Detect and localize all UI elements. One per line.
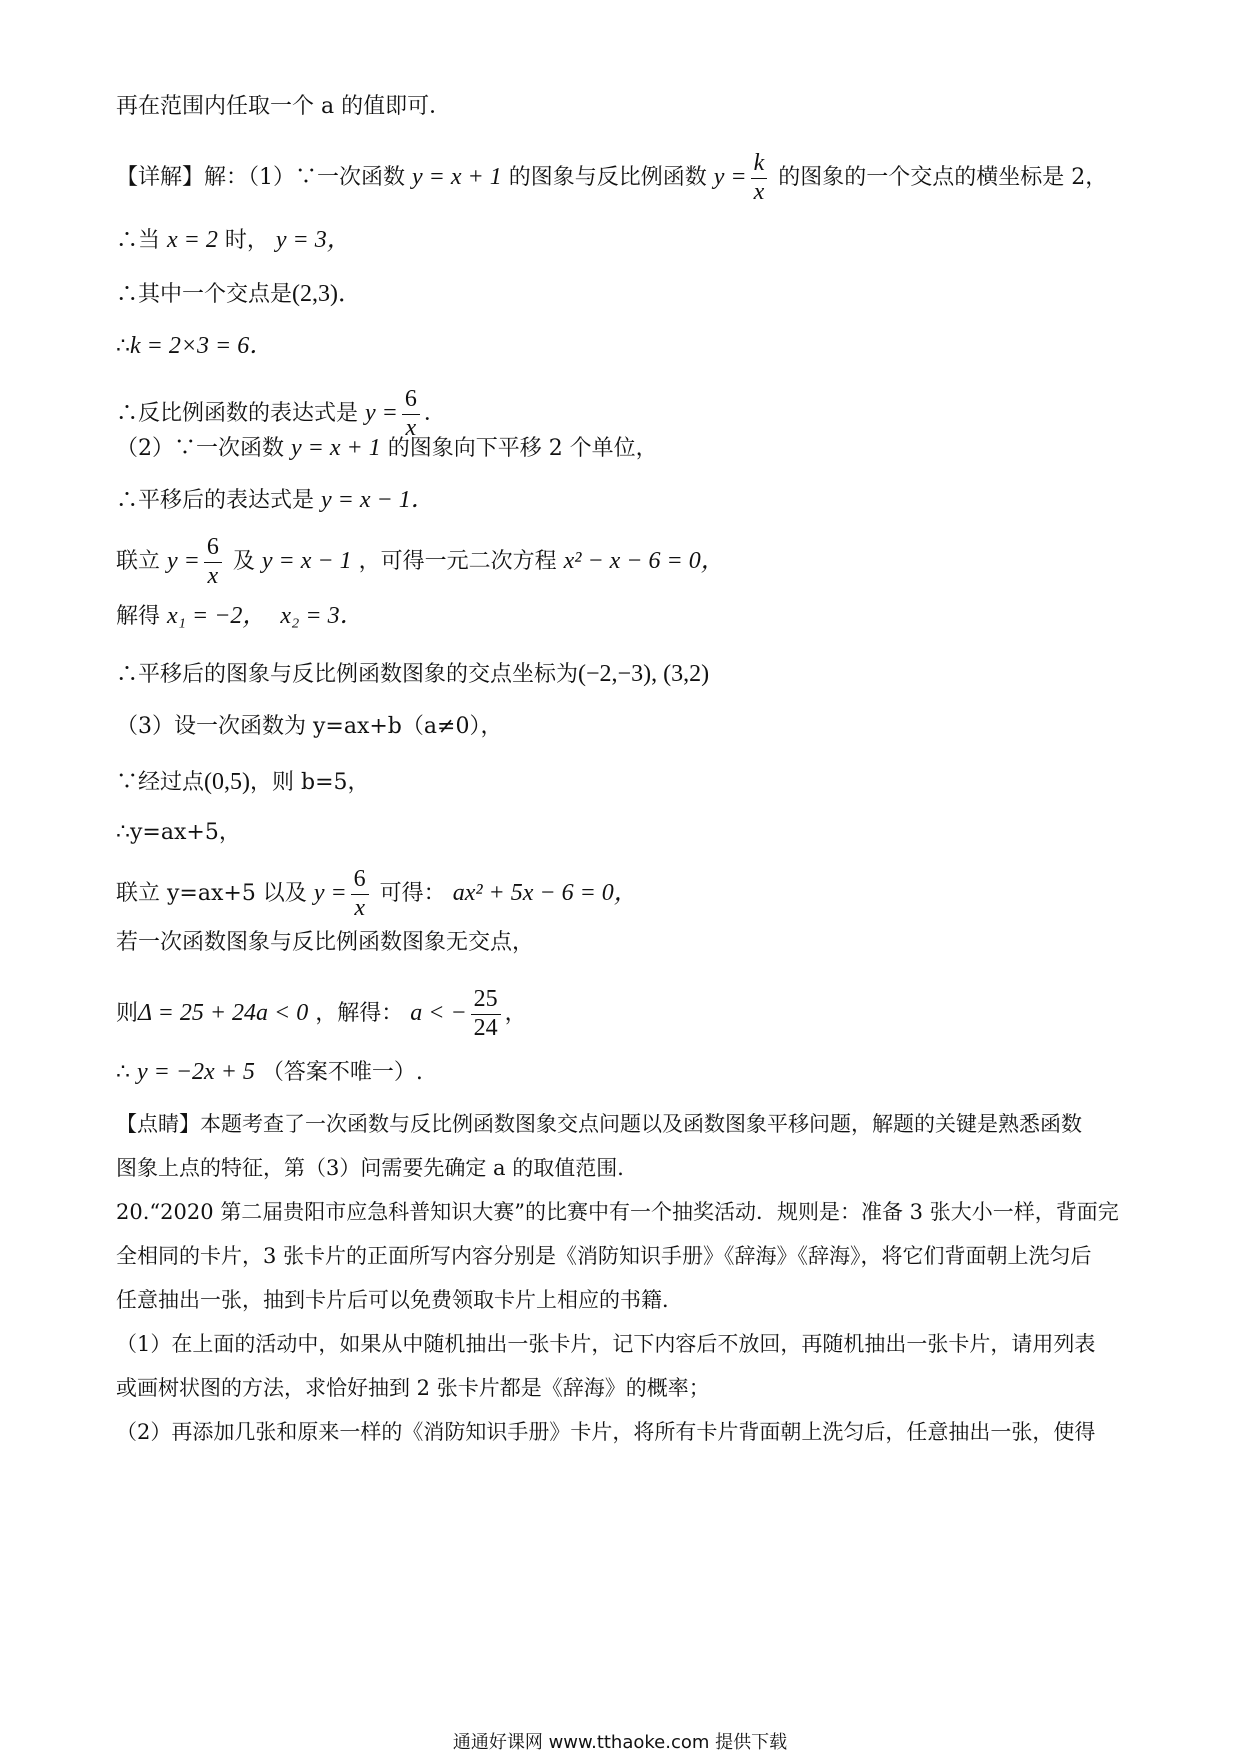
fraction — [751, 150, 768, 206]
math-expression: Δ = 25 + 24a < 0 — [138, 1000, 309, 1027]
text: （答案不唯一）. — [261, 1060, 423, 1085]
fraction — [402, 386, 420, 442]
text-line — [116, 228, 351, 252]
math-expression: y = x + 1 — [412, 164, 502, 191]
text: 则 — [116, 1001, 139, 1027]
text: ∴y=ax+5， — [116, 820, 241, 845]
text-line — [116, 534, 725, 590]
numerator: 6 — [204, 534, 222, 563]
text: ∴ — [116, 1060, 130, 1085]
text: 【点睛】本题考查了一次函数与反比例函数图象交点问题以及函数图象平移问题，解题的关键是熟悉函数 — [116, 1112, 1082, 1136]
text-line — [116, 282, 362, 306]
math-expression: (2,3)． — [292, 281, 362, 307]
text: 若一次函数图象与反比例函数图象无交点， — [116, 930, 535, 955]
fraction — [351, 866, 369, 922]
text: （1）在上面的活动中，如果从中随机抽出一张卡片，记下内容后不放回，再随机抽出一张卡片，请用列表 — [116, 1332, 1096, 1356]
text: ，解得： — [315, 1001, 404, 1027]
text-line — [116, 386, 446, 442]
text: 及 — [232, 549, 255, 575]
math-expression: y = x − 1 — [261, 548, 352, 575]
math-expression: x² − x − 6 = 0， — [563, 548, 725, 575]
fraction — [204, 534, 222, 590]
text: 全相同的卡片，3 张卡片的正面所写内容分别是《消防知识手册》《辞海》《辞海》，将它们背面朝上洗匀后 — [116, 1244, 1092, 1268]
text-line — [116, 334, 273, 358]
text: ∴平移后的表达式是 — [116, 488, 315, 513]
numerator: 25 — [471, 986, 501, 1015]
text: 的图象向下平移 2 个单位， — [387, 436, 658, 461]
math-expression: y = — [167, 548, 200, 575]
text: 图象上点的特征，第（3）问需要先确定 a 的取值范围． — [116, 1156, 639, 1180]
denominator: x — [207, 562, 219, 589]
denominator: 24 — [473, 1014, 498, 1041]
text-line — [116, 932, 534, 954]
math-expression: y = — [313, 880, 347, 907]
math-expression: x₁ = −2， — [167, 603, 267, 629]
math-expression: x = 2 — [167, 227, 218, 253]
math-expression: y = x + 1 — [291, 435, 381, 461]
denominator: x — [753, 178, 765, 205]
text-line — [116, 1158, 638, 1179]
text: ． — [423, 401, 446, 427]
text-line — [116, 96, 451, 118]
numerator: k — [751, 150, 768, 179]
text: 任意抽出一张，抽到卡片后可以免费领取卡片上相应的书籍． — [116, 1288, 683, 1312]
text: ∴ — [116, 334, 130, 359]
math-expression: k = 2×3 = 6． — [130, 333, 274, 359]
denominator: x — [354, 894, 365, 921]
math-expression: a < − — [410, 1000, 467, 1027]
text: 时， — [224, 228, 269, 253]
text: （2）再添加几张和原来一样的《消防知识手册》卡片，将所有卡片背面朝上洗匀后，任意抽出一张，使得 — [116, 1420, 1096, 1444]
text-line — [116, 1114, 1082, 1135]
text-line — [116, 436, 658, 460]
text: 联立 — [116, 549, 161, 575]
math-expression: y = — [365, 400, 398, 427]
text: （2）∵一次函数 — [116, 436, 284, 461]
math-expression: y = x − 1． — [321, 487, 435, 513]
text-line — [116, 1202, 1119, 1223]
math-expression: x₂ = 3． — [280, 603, 364, 629]
text: （3）设一次函数为 y=ax+b（a≠0）， — [116, 714, 503, 739]
text-line — [116, 822, 241, 844]
text-line — [116, 604, 364, 628]
text: ∴反比例函数的表达式是 — [116, 401, 359, 427]
text: ，可得一元二次方程 — [358, 549, 557, 575]
text-line — [116, 770, 370, 794]
text-line — [116, 662, 709, 686]
text: ，则 b=5， — [250, 770, 370, 795]
text: ∴其中一个交点是 — [116, 282, 293, 307]
text-line — [116, 1422, 1095, 1443]
text: 20.“2020 第二届贵阳市应急科普知识大赛”的比赛中有一个抽奖活动．规则是：准备 3 张大小一样，背面完 — [116, 1200, 1119, 1224]
math-expression: ax² + 5x − 6 = 0， — [452, 880, 638, 907]
text-line — [116, 1334, 1095, 1355]
text: 联立 y=ax+5 以及 — [116, 881, 307, 907]
text: 可得： — [379, 881, 446, 907]
text-line — [116, 1060, 423, 1084]
text-line — [116, 150, 1107, 206]
math-expression: y = — [713, 164, 747, 191]
math-expression: y = −2x + 5 — [137, 1059, 255, 1085]
text-line — [116, 1246, 1092, 1267]
text-line — [116, 866, 638, 922]
text: 的图象的一个交点的横坐标是 2， — [778, 165, 1108, 191]
math-expression: (−2,−3), (3,2) — [578, 661, 710, 687]
text: 再在范围内任取一个 a 的值即可． — [116, 94, 452, 119]
text: 【详解】解：（1）∵一次函数 — [116, 165, 405, 191]
text: 或画树状图的方法，求恰好抽到 2 张卡片都是《辞海》的概率； — [116, 1376, 710, 1400]
numerator: 6 — [402, 386, 420, 415]
denominator: x — [405, 414, 417, 441]
math-expression: y = 3， — [275, 227, 351, 253]
text: ∵经过点 — [116, 770, 205, 795]
text-line — [116, 986, 527, 1042]
text-line — [116, 488, 435, 512]
text: ∴平移后的图象与反比例函数图象的交点坐标为 — [116, 662, 579, 687]
text: 的图象与反比例函数 — [508, 165, 707, 191]
numerator: 6 — [351, 866, 369, 895]
fraction — [471, 986, 501, 1042]
math-expression: (0,5) — [204, 769, 250, 795]
text: ∴当 — [116, 228, 161, 253]
text: ， — [504, 1001, 527, 1027]
text-line — [116, 1290, 683, 1311]
text-line — [116, 716, 502, 738]
page-footer: 通通好课网 www.tthaoke.com 提供下载 — [452, 1732, 788, 1753]
text: 解得 — [116, 604, 161, 629]
text-line — [116, 1378, 710, 1399]
